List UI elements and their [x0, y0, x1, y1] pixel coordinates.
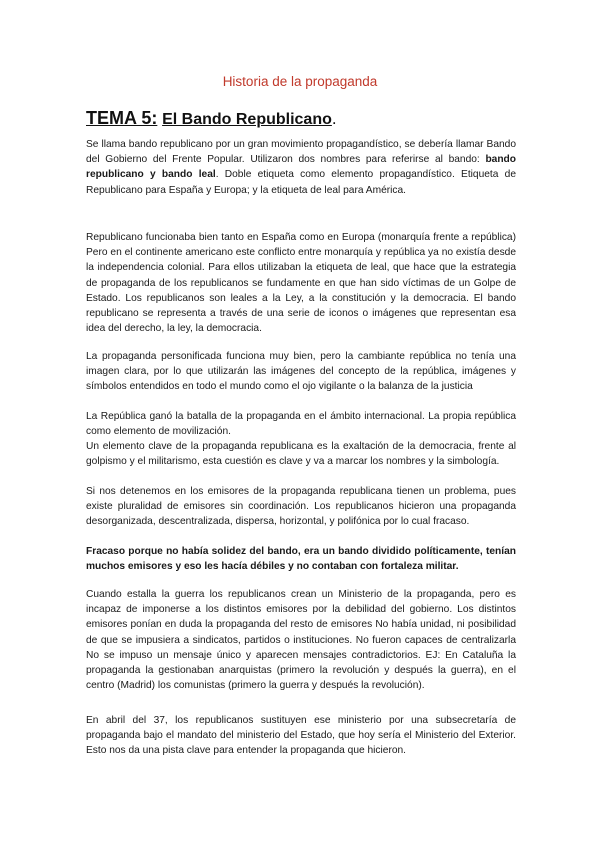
p4-text: La República ganó la batalla de la propaganda en el ámbito internacional. La propia república como elemento de movilización.: [86, 411, 516, 438]
topic-name: El Bando Republicano: [162, 111, 332, 128]
p1-text-b: . Doble etiqueta como elemento propagandístico. Etiqueta de Republicano para España y Europa; y la etiqueta de leal para América.: [86, 169, 516, 196]
paragraph-8: [86, 587, 516, 693]
paragraph-4: [86, 409, 516, 439]
p2-text: Republicano funcionaba bien tanto en España como en Europa (monarquía frente a república) Pero en el continente americano este conflicto entre monarquía y república ya no existía desde la independencia colonial. Para ellos utilizaban la etiqueta de leal, que hace que la estrategia de propaganda de los republicanos se fundamente en que han sido víctimas de un Golpe de Estado. Los republicanos son leales a la Ley, a la constitución y la democracia. El bando republicano se representa a través de una serie de iconos o imágenes que representan esa idea del derecho, la ley, la democracia.: [86, 232, 516, 335]
paragraph-2: [86, 230, 516, 336]
p9-text: En abril del 37, los republicanos sustituyen ese ministerio por una subsecretaría de propaganda bajo el mandato del ministerio del Estado, que hoy sería el Ministerio del Exterior. Esto nos da una pista clave para entender la propaganda que hicieron.: [86, 715, 516, 757]
paragraph-3: [86, 349, 516, 395]
p5-text: Un elemento clave de la propaganda republicana es la exaltación de la democracia, frente al golpismo y el militarismo, esta cuestión es clave y va a marcar los nombres y la simbología.: [86, 441, 516, 468]
topic-heading: [86, 108, 337, 129]
topic-number: TEMA 5:: [86, 108, 158, 128]
p7-text: Fracaso porque no había solidez del bando, era un bando dividido políticamente, tenían muchos emisores y eso les hacía débiles y no contaban con fortaleza militar.: [86, 546, 516, 573]
topic-period: .: [331, 109, 337, 128]
paragraph-6: [86, 484, 516, 530]
paragraph-1: [86, 137, 516, 198]
p1-text-a: Se llama bando republicano por un gran movimiento propagandístico, se debería llamar Bando del Gobierno del Frente Popular. Utilizaron dos nombres para referirse al bando:: [86, 139, 516, 166]
paragraph-7: [86, 544, 516, 574]
header-title: Historia de la propaganda: [222, 74, 378, 89]
p1-bold: bando republicano y bando leal: [86, 154, 516, 181]
paragraph-9: [86, 713, 516, 759]
paragraph-5: [86, 439, 516, 469]
p3-text: La propaganda personificada funciona muy bien, pero la cambiante república no tenía una imagen clara, por lo que utilizarán las imágenes del concepto de la república, imágenes y símbolos entendidos en todo el mundo como el ojo vigilante o la balanza de la justicia: [86, 351, 516, 393]
p6-text: Si nos detenemos en los emisores de la propaganda republicana tienen un problema, pues existe pluralidad de emisores sin coordinación. Los republicanos hicieron una propaganda desorganizada, descentralizada, dispersa, horizontal, y polifónica por lo cual fracaso.: [86, 486, 516, 528]
p8-text: Cuando estalla la guerra los republicanos crean un Ministerio de la propaganda, pero es incapaz de imponerse a los distintos emisores por la debilidad del gobierno. Los distintos emisores ponían en duda la propaganda del resto de emisores No había unidad, ni posibilidad de que se impusiera a sindicatos, partidos o instituciones. No fueron capaces de centralizarla No se impuso un mensaje único y aparecen mensajes contradictorios. EJ: En Cataluña la propaganda la gestionaban anarquistas (primero la revolución y después la guerra), en el centro (Madrid) los comunistas (primero la guerra y después la revolución).: [86, 589, 516, 692]
